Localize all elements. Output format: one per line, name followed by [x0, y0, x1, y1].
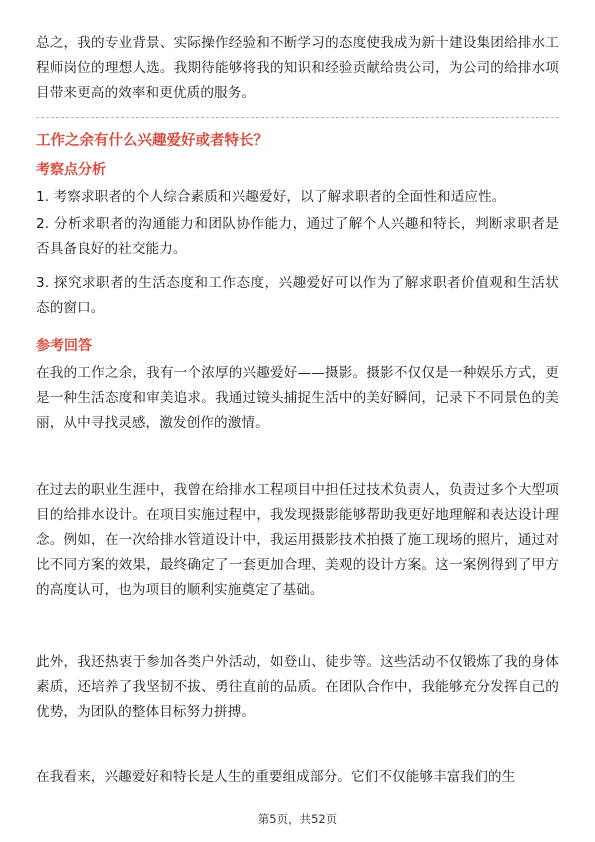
interview-question: 工作之余有什么兴趣爱好或者特长？	[36, 133, 268, 149]
answer-heading: 参考回答	[36, 338, 92, 354]
section-divider	[36, 117, 559, 118]
analysis-point: 3. 探究求职者的生活态度和工作态度，兴趣爱好可以作为了解求职者价值观和生活状态的窗口。	[36, 275, 559, 316]
answer-paragraph: 在我看来，兴趣爱好和特长是人生的重要组成部分。它们不仅能够丰富我们的生	[36, 769, 516, 785]
analysis-heading: 考察点分析	[36, 162, 106, 178]
page-footer: 第5页，共52页	[257, 812, 338, 826]
answer-paragraph: 在我的工作之余，我有一个浓厚的兴趣爱好——摄影。摄影不仅仅是一种娱乐方式，更是一种生活态度和审美追求。我通过镜头捕捉生活中的美好瞬间，记录下不同景色的美丽，从中寻找灵感，激发创作的激情。	[36, 365, 559, 431]
answer-paragraph: 在过去的职业生涯中，我曾在给排水工程项目中担任过技术负责人，负责过多个大型项目的给排水设计。在项目实施过程中，我发现摄影能够帮助我更好地理解和表达设计理念。例如，在一次给排水管道设计中，我运用摄影技术拍摄了施工现场的照片，通过对比不同方案的效果，最终确定了一套更加合理、美观的设计方案。这一案例得到了甲方的高度认可，也为项目的顺利实施奠定了基础。	[36, 482, 559, 598]
answer-paragraph: 此外，我还热衷于参加各类户外活动，如登山、徒步等。这些活动不仅锻炼了我的身体素质，还培养了我坚韧不拔、勇往直前的品质。在团队合作中，我能够充分发挥自己的优势，为团队的整体目标努力拼搏。	[36, 654, 559, 720]
intro-paragraph: 总之，我的专业背景、实际操作经验和不断学习的态度使我成为新十建设集团给排水工程师岗位的理想人选。我期待能够将我的知识和经验贡献给贵公司，为公司的给排水项目带来更高的效率和更优质的服务。	[36, 35, 559, 101]
analysis-point: 1. 考察求职者的个人综合素质和兴趣爱好，以了解求职者的全面性和适应性。	[36, 189, 506, 205]
analysis-point: 2. 分析求职者的沟通能力和团队协作能力，通过了解个人兴趣和特长，判断求职者是否具备良好的社交能力。	[36, 216, 559, 257]
